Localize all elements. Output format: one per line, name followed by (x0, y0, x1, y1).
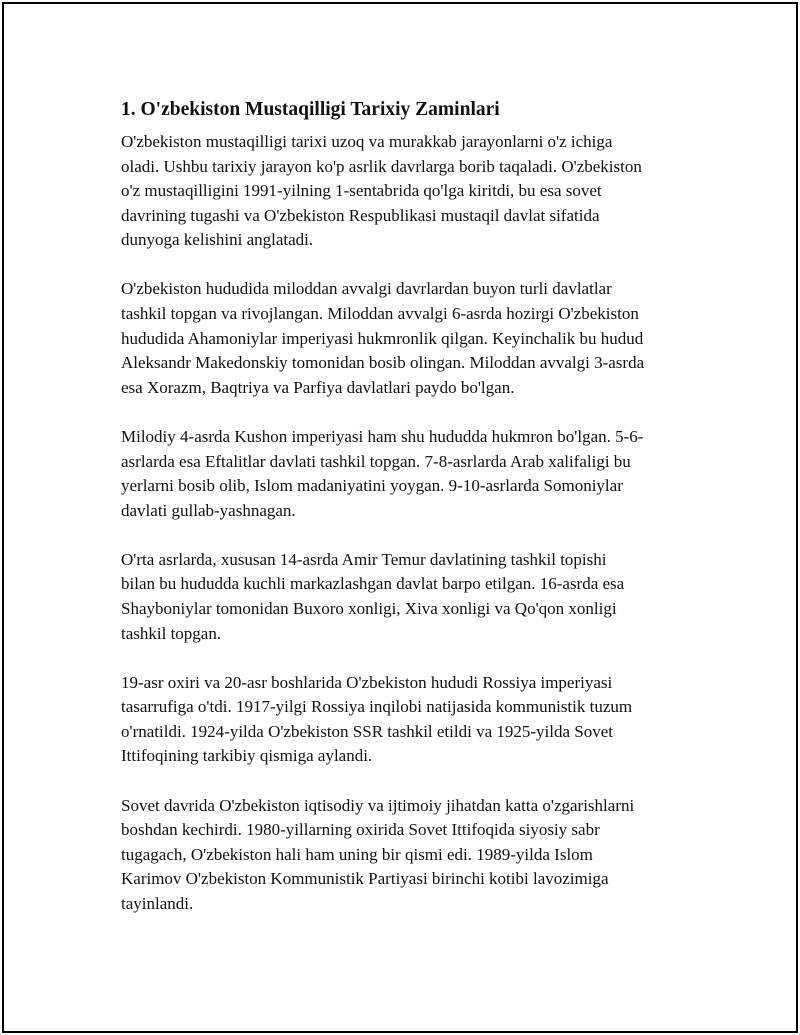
text-line: dunyoga kelishini anglatadi. (121, 230, 314, 250)
text-line: asrlarda esa Eftalitlar davlati tashkil topgan. 7-8-asrlarda Arab xalifaligi bu (121, 451, 631, 471)
text-line: esa Xorazm, Baqtriya va Parfiya davlatlari paydo bo'lgan. (121, 377, 515, 397)
text-line: boshdan kechirdi. 1980-yillarning oxirida Sovet Ittifoqida siyosiy sabr (121, 820, 600, 840)
text-line: yerlarni bosib olib, Islom madaniyatini yoygan. 9-10-asrlarda Somoniylar (121, 476, 623, 496)
text-line: davlati gullab-yashnagan. (121, 500, 296, 520)
paragraph-4 (121, 548, 695, 646)
text-line: oladi. Ushbu tarixiy jarayon ko'p asrlik davrlarga borib taqaladi. O'zbekiston (121, 156, 642, 176)
text-line: bilan bu hududda kuchli markazlashgan davlat barpo etilgan. 16-asrda esa (121, 574, 625, 594)
paragraph-1 (121, 130, 695, 253)
document-title: 1. O'zbekiston Mustaqilligi Tarixiy Zaminlari (121, 99, 500, 120)
text-line: tugagach, O'zbekiston hali ham uning bir qismi edi. 1989-yilda Islom (121, 844, 593, 864)
text-line: davrining tugashi va O'zbekiston Respublikasi mustaqil davlat sifatida (121, 205, 600, 225)
text-line: tasarrufiga o'tdi. 1917-yilgi Rossiya inqilobi natijasida kommunistik tuzum (121, 697, 633, 717)
text-line: hududida Ahamoniylar imperiyasi hukmronlik qilgan. Keyinchalik bu hudud (121, 328, 644, 348)
page-border (2, 2, 798, 1033)
paragraph-6 (121, 794, 695, 917)
text-line: Ittifoqining tarkibiy qismiga aylandi. (121, 746, 373, 766)
text-line: Karimov O'zbekiston Kommunistik Partiyasi birinchi kotibi lavozimiga (121, 869, 609, 889)
text-line: tayinlandi. (121, 893, 194, 913)
text-line: o'rnatildi. 1924-yilda O'zbekiston SSR tashkil etildi va 1925-yilda Sovet (121, 721, 613, 741)
text-line: tashkil topgan va rivojlangan. Miloddan avvalgi 6-asrda hozirgi O'zbekiston (121, 304, 639, 324)
text-line: O'rta asrlarda, xususan 14-asrda Amir Temur davlatining tashkil topishi (121, 549, 607, 569)
text-line: tashkil topgan. (121, 623, 222, 643)
text-line: O'zbekiston mustaqilligi tarixi uzoq va murakkab jarayonlarni o'z ichiga (121, 132, 613, 151)
paragraph-3 (121, 425, 695, 523)
text-line: Aleksandr Makedonskiy tomonidan bosib olingan. Miloddan avvalgi 3-asrda (121, 353, 645, 373)
paragraph-5 (121, 671, 695, 769)
document-body (121, 96, 695, 941)
text-line: o'z mustaqilligini 1991-yilning 1-sentabrida qo'lga kiritdi, bu esa sovet (121, 181, 602, 201)
text-line: Milodiy 4-asrda Kushon imperiyasi ham shu hududda hukmron bo'lgan. 5-6- (121, 426, 644, 446)
text-line: Shayboniylar tomonidan Buxoro xonligi, Xiva xonligi va Qo'qon xonligi (121, 599, 617, 618)
text-line: 19-asr oxiri va 20-asr boshlarida O'zbekiston hududi Rossiya imperiyasi (121, 672, 613, 692)
text-line: Sovet davrida O'zbekiston iqtisodiy va ijtimoiy jihatdan katta o'zgarishlarni (121, 795, 635, 815)
paragraph-2 (121, 277, 695, 400)
text-line: O'zbekiston hududida miloddan avvalgi davrlardan buyon turli davlatlar (121, 279, 612, 299)
